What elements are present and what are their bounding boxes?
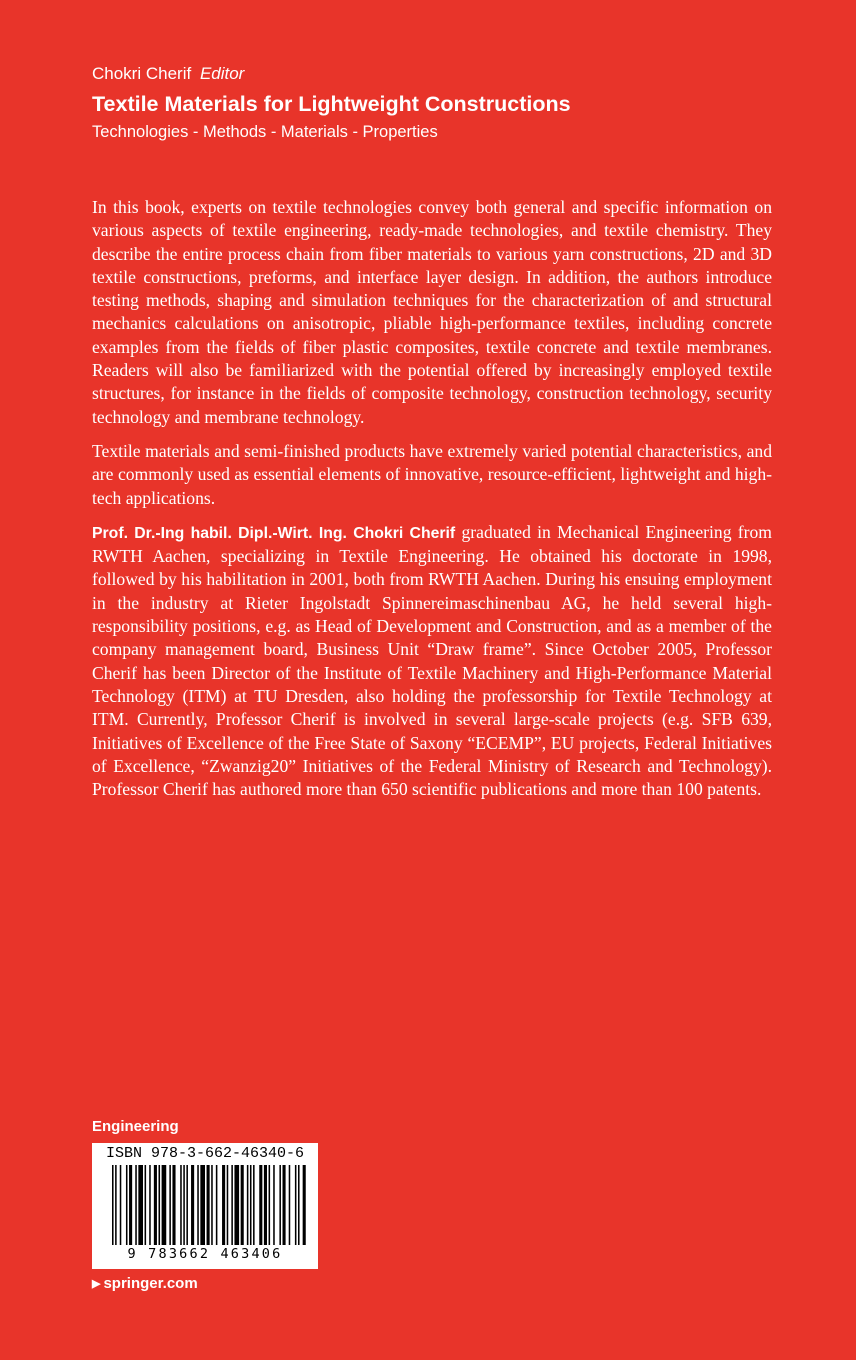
editor-line	[92, 62, 792, 86]
barcode-bar	[241, 1165, 244, 1245]
blurb-paragraph: Textile materials and semi-finished products have extremely varied potential characteristics, and are commonly used as essential elements of innovative, resource-efficient, lightweight and high-tech applications.	[92, 440, 772, 508]
author-name: Prof. Dr.-Ing habil. Dipl.-Wirt. Ing. Chokri Cherif	[92, 524, 456, 542]
author-bio: graduated in Mechanical Engineering from RWTH Aachen, specializing in Textile Engineering. He obtained his doctorate in 1998, followed by his habilitation in 2001, both from RWTH Aachen. During his ensuing employment in the industry at Rieter Ingolstadt Spinnereimaschinenbau AG, he held several high-responsibility positions, e.g. as Head of Development and Construction, and as a member of the company management board, Business Unit “Draw frame”. Since October 2005, Professor Cherif has been Director of the Institute of Textile Machinery and High-Performance Material Technology (ITM) at TU Dresden, also holding the professorship for Textile Technology at ITM. Currently, Professor Cherif is involved in several large-scale projects (e.g. SFB 639, Initiatives of Excellence of the Free State of Saxony “ECEMP”, EU projects, Federal Initiatives of Excellence, “Zwanzig20” Initiatives of the Federal Ministry of Research and Technology). Professor Cherif has authored more than 650 scientific publications and more than 100 patents.	[92, 521, 772, 800]
barcode-bar	[303, 1165, 306, 1245]
barcode-bar	[283, 1165, 286, 1245]
barcode-bar	[162, 1165, 167, 1245]
barcode-bar	[191, 1165, 194, 1245]
barcode-digits: 9 783662 463406	[127, 1246, 283, 1262]
barcode-bar	[298, 1165, 300, 1245]
barcode-bar	[253, 1165, 255, 1245]
barcode-bar	[231, 1165, 233, 1245]
author-bio-paragraph	[92, 521, 772, 802]
barcode-bar	[289, 1165, 291, 1245]
isbn-label: ISBN 978-3-662-46340-6	[105, 1145, 305, 1162]
barcode-bar	[295, 1165, 297, 1245]
editor-name: Chokri Cherif	[92, 64, 192, 83]
barcode-bar	[227, 1165, 229, 1245]
barcode-bar	[129, 1165, 132, 1245]
cover-header	[92, 62, 792, 144]
barcode-bar	[273, 1165, 275, 1245]
barcode-bar	[169, 1165, 171, 1245]
barcode-bar	[115, 1165, 117, 1245]
barcode-bar	[250, 1165, 252, 1245]
publisher-link[interactable]	[92, 1274, 198, 1295]
barcode-bar	[207, 1165, 210, 1245]
barcode-bar	[234, 1165, 239, 1245]
barcode-bar	[247, 1165, 249, 1245]
barcode-bar	[138, 1165, 143, 1245]
barcode-bar	[216, 1165, 218, 1245]
barcode-bar	[183, 1165, 185, 1245]
barcode-bar	[112, 1165, 114, 1245]
barcode-bar	[264, 1165, 267, 1245]
publisher-url: springer.com	[103, 1275, 198, 1292]
barcode-bar	[135, 1165, 137, 1245]
triangle-arrow-icon: ▶	[92, 1278, 101, 1290]
barcode-bar	[149, 1165, 151, 1245]
blurb	[92, 196, 772, 812]
barcode-bar	[222, 1165, 225, 1245]
book-title: Textile Materials for Lightweight Constructions	[92, 92, 571, 116]
book-subtitle: Technologies - Methods - Materials - Properties	[92, 123, 438, 141]
barcode-bar	[200, 1165, 205, 1245]
barcode-bar	[145, 1165, 147, 1245]
barcode-bar	[159, 1165, 161, 1245]
barcode-bar	[154, 1165, 157, 1245]
barcode-bar	[172, 1165, 175, 1245]
barcode-bar	[186, 1165, 188, 1245]
barcode-bar	[269, 1165, 271, 1245]
barcode-bar	[259, 1165, 262, 1245]
isbn-barcode	[92, 1143, 318, 1269]
barcode-bar	[126, 1165, 128, 1245]
editor-role: Editor	[199, 64, 245, 83]
barcode-bar	[197, 1165, 199, 1245]
barcode-bar	[120, 1165, 122, 1245]
subject-category: Engineering	[92, 1118, 179, 1135]
barcode-bar	[180, 1165, 182, 1245]
blurb-paragraph: In this book, experts on textile technologies convey both general and specific information on various aspects of textile engineering, ready-made technologies, and textile chemistry. They describe the entire process chain from fiber materials to various yarn constructions, 2D and 3D textile constructions, preforms, and interface layer design. In addition, the authors introduce testing methods, shaping and simulation techniques for the characterization of and structural mechanics calculations on anisotropic, pliable high-performance textiles, including concrete examples from the fields of fiber plastic composites, textile concrete and textile membranes. Readers will also be familiarized with the potential offered by increasingly employed textile structures, for instance in the fields of composite technology, construction technology, security technology and membrane technology.	[92, 197, 772, 427]
barcode-bar	[279, 1165, 281, 1245]
barcode-bar	[211, 1165, 213, 1245]
